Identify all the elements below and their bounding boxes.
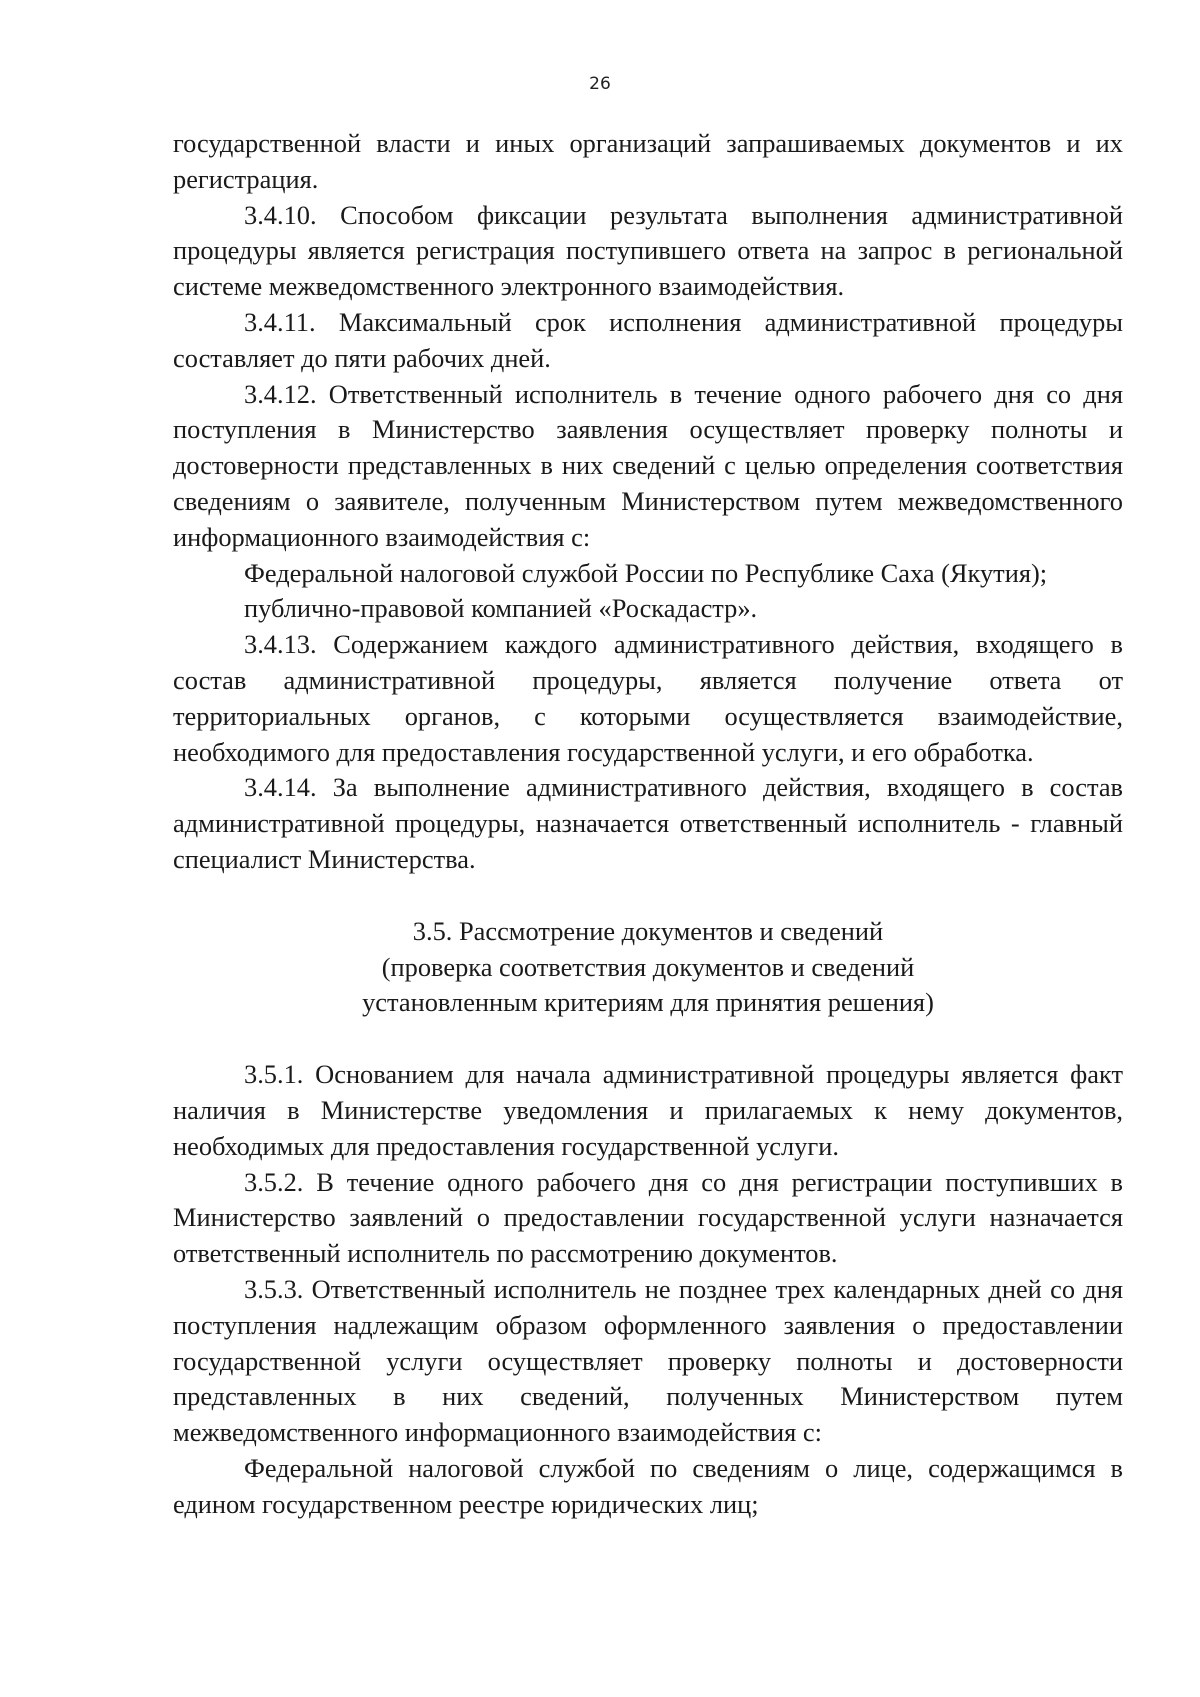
list-item-roskadastr: публично-правовой компанией «Роскадастр». (244, 593, 758, 624)
section-heading-line-1: 3.5. Рассмотрение документов и сведений (412, 915, 884, 946)
paragraph-3-4-10: 3.4.10. Способом фиксации результата выполнения административной процедуры является регистрация поступившего ответа на запрос в региональной системе межведомственного электронного взаимодействия. (173, 199, 1123, 302)
page-number: 26 (589, 74, 611, 94)
list-item-tax-service-egrul: Федеральной налоговой службой по сведениям о лице, содержащимся в едином государственном реестре юридических лиц; (173, 1452, 1123, 1519)
paragraph-3-4-13: 3.4.13. Содержанием каждого административного действия, входящего в состав административной процедуры, является получение ответа от территориальных органов, с которыми осуществляется взаимодействие, необходимого для предоставления государственной услуги, и его обработка. (173, 629, 1123, 767)
section-heading-line-3: установленным критериям для принятия решения) (362, 987, 934, 1018)
paragraph-3-5-1: 3.5.1. Основанием для начала административной процедуры является факт наличия в Министерстве уведомления и прилагаемых к нему документов, необходимых для предоставления государственной услуги. (173, 1059, 1123, 1161)
paragraph-3-4-12: 3.4.12. Ответственный исполнитель в течение одного рабочего дня со дня поступления в Министерство заявления осуществляет проверку полноты и достоверности представленных в них сведений с целью определения соответствия сведениям о заявителе, полученным Министерством путем межведомственного информационного взаимодействия с: (173, 378, 1123, 552)
paragraph-3-4-14: 3.4.14. За выполнение административного действия, входящего в состав административной процедуры, назначается ответственный исполнитель - главный специалист Министерства. (173, 772, 1123, 874)
document-body (173, 126, 1123, 1522)
section-heading-3-5 (173, 914, 1123, 1021)
section-heading-line-2: (проверка соответствия документов и сведений (381, 951, 915, 982)
paragraph-continuation: государственной власти и иных организаций запрашиваемых документов и их регистрация. (173, 128, 1123, 194)
paragraph-3-4-11: 3.4.11. Максимальный срок исполнения административной процедуры составляет до пяти рабочих дней. (173, 306, 1123, 373)
list-item-tax-service-yakutia: Федеральной налоговой службой России по Республике Саха (Якутия); (244, 557, 1048, 588)
paragraph-3-5-2: 3.5.2. В течение одного рабочего дня со дня регистрации поступивших в Министерство заявлений о предоставлении государственной услуги назначается ответственный исполнитель по рассмотрению документов. (173, 1166, 1123, 1269)
paragraph-3-5-3: 3.5.3. Ответственный исполнитель не позднее трех календарных дней со дня поступления надлежащим образом оформленного заявления о предоставлении государственной услуги осуществляет проверку полноты и достоверности представленных в них сведений, полученных Министерством путем межведомственного информационного взаимодействия с: (173, 1273, 1123, 1448)
